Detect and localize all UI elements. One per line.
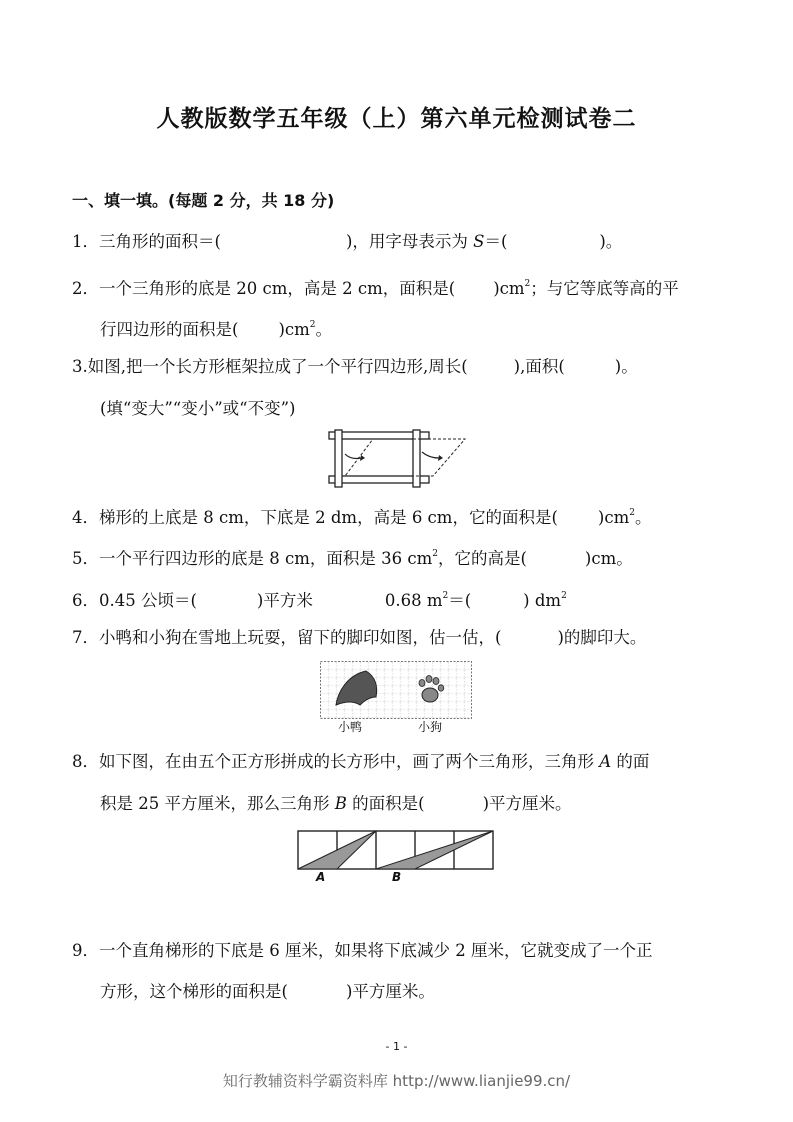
question-3 <box>72 355 638 379</box>
q1-text-d: )。 <box>599 232 623 251</box>
triangle-a-label: A <box>316 870 326 884</box>
q8-text-c: 积是 25 平方厘米，那么三角形 <box>100 794 335 813</box>
question-8 <box>72 750 649 774</box>
duck-label: 小鸭 <box>338 720 363 734</box>
q1-text-b: )，用字母表示为 <box>345 232 474 251</box>
q5-sup: 2 <box>432 549 438 559</box>
q2-text-d: 行四边形的面积是( <box>100 320 239 339</box>
q5-text-b: ，它的高是( <box>437 549 527 568</box>
q6-text-a: 6．0.45 公顷＝( <box>72 591 197 610</box>
q7-text-a: 7．小鸭和小狗在雪地上玩耍，留下的脚印如图，估一估，( <box>72 628 502 647</box>
q1-text-c: ＝( <box>484 232 508 251</box>
frame-figure <box>325 428 473 490</box>
question-1 <box>72 230 622 254</box>
q4-text-a: 4．梯形的上底是 8 cm，下底是 2 dm，高是 6 cm，它的面积是( <box>72 508 558 527</box>
q6-text-d: ＝( <box>448 591 472 610</box>
q8-text-d: 的面积是( <box>346 794 425 813</box>
q1-text-a: 1．三角形的面积＝( <box>72 232 221 251</box>
q5-text-c: )cm。 <box>584 549 633 568</box>
q6-text-e: ) dm <box>523 591 562 610</box>
footer-watermark: 知行教辅资料学霸资料库 http://www.lianjie99.cn/ <box>222 1072 571 1090</box>
q6-sup-1: 2 <box>442 591 449 601</box>
squares-figure <box>296 828 496 888</box>
page-title: 人教版数学五年级（上）第六单元检测试卷二 <box>156 106 637 132</box>
q4-sup: 2 <box>629 508 635 518</box>
question-9-line-2 <box>100 980 435 1004</box>
q8-var-b: B <box>334 794 347 813</box>
question-5 <box>72 542 633 571</box>
squares-diagram <box>296 828 496 872</box>
q2-text-f: 。 <box>315 320 332 339</box>
q6-text-b: )平方米 <box>256 591 313 610</box>
question-4 <box>72 501 651 530</box>
page-number: - 1 - <box>385 1040 408 1053</box>
q4-text-b: )cm <box>597 508 630 527</box>
q6-sup-2: 2 <box>561 591 567 601</box>
q5-text-a: 5．一个平行四边形的底是 8 cm，面积是 36 cm <box>72 549 433 568</box>
footprint-grid <box>320 661 472 719</box>
q2-text-e: )cm <box>278 320 310 339</box>
q2-sup: 2 <box>524 279 531 289</box>
q3-text-b: ),面积( <box>513 357 565 376</box>
q3-text-c: )。 <box>614 357 638 376</box>
q8-text-a: 8．如下图，在由五个正方形拼成的长方形中，画了两个三角形，三角形 <box>72 752 600 771</box>
q2-text-c: ；与它等底等高的平 <box>530 279 679 298</box>
q3-text-a: 3.如图,把一个长方形框架拉成了一个平行四边形,周长( <box>72 357 468 376</box>
q1-var-s: S <box>473 232 485 251</box>
q8-text-e: )平方厘米。 <box>482 794 572 813</box>
q9-text-a: 方形，这个梯形的面积是( <box>100 982 288 1001</box>
q4-text-c: 。 <box>634 508 652 527</box>
question-2 <box>72 272 679 301</box>
q6-text-c: 0.68 m <box>384 591 443 610</box>
q7-text-b: )的脚印大。 <box>557 628 647 647</box>
footprint-figure <box>320 661 472 734</box>
question-7 <box>72 626 646 650</box>
q2-sup-2: 2 <box>309 320 316 330</box>
q2-text-b: )cm <box>493 279 525 298</box>
q2-text-a: 2．一个三角形的底是 20 cm，高是 2 cm，面积是( <box>72 279 456 298</box>
question-2-line-2 <box>100 313 332 342</box>
section-heading: 一、填一填。(每题 2 分，共 18 分) <box>72 191 335 210</box>
dog-label: 小狗 <box>418 720 443 734</box>
question-9: 9．一个直角梯形的下底是 6 厘米，如果将下底减少 2 厘米，它就变成了一个正 <box>72 941 653 960</box>
q8-var-a: A <box>599 752 612 771</box>
triangle-b-label: B <box>392 870 402 884</box>
question-3-hint: (填“变大”“变小”或“不变”) <box>100 399 296 418</box>
q8-text-b: 的面 <box>611 752 650 771</box>
question-6 <box>72 584 567 613</box>
q9-text-b: )平方厘米。 <box>345 982 435 1001</box>
question-8-line-2 <box>100 792 572 816</box>
